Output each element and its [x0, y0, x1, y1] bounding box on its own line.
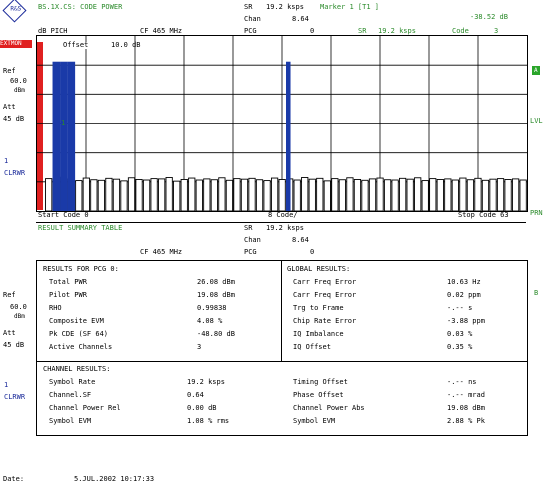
pcg-row-label: Total PWR	[49, 278, 87, 286]
active-channel-bar	[60, 62, 68, 211]
att-value: 45 dB	[3, 115, 25, 123]
lvl-indicator: LVL	[530, 117, 543, 125]
code-noise-bar	[211, 180, 217, 211]
global-row-label: IQ Offset	[293, 343, 331, 351]
pcg-row-value: 0.99838	[197, 304, 227, 312]
channel-right-row-value: -.-- mrad	[447, 391, 485, 399]
channel-left-row-label: Channel Power Rel	[49, 404, 121, 412]
active-channel-bar	[68, 62, 76, 211]
code-noise-bar	[347, 178, 353, 211]
code-per-div-label: 8 Code/	[268, 211, 298, 219]
code-noise-bar	[452, 180, 458, 211]
code-noise-bar	[226, 180, 232, 211]
global-row-value: -3.88 ppm	[447, 317, 485, 325]
code-noise-bar	[271, 178, 277, 211]
active-channel-bar	[286, 62, 291, 211]
channel-right-row-value: 19.08 dBm	[447, 404, 485, 412]
pcg-row-label: Pilot PWR	[49, 291, 87, 299]
code-noise-bar	[113, 179, 119, 211]
code-noise-bar	[430, 179, 436, 211]
code-noise-bar	[249, 178, 255, 211]
channel-right-row-label: Timing Offset	[293, 378, 348, 386]
code-noise-bar	[302, 177, 308, 211]
global-row-value: 10.63 Hz	[447, 278, 481, 286]
code-noise-bar	[189, 178, 195, 211]
pcg-row-value: 26.08 dBm	[197, 278, 235, 286]
summary-cf: CF 465 MHz	[140, 248, 183, 256]
channel-left-row-value: 0.00 dB	[187, 404, 217, 412]
code-noise-bar	[76, 181, 82, 211]
trace2-mode: CLRWR	[4, 393, 26, 401]
trace2-number: 1	[4, 381, 9, 389]
start-code-label: Start Code 0	[38, 211, 89, 219]
date-value: 5.JUL.2002 10:17:33	[74, 475, 155, 483]
pcg-row-label: Active Channels	[49, 343, 113, 351]
code-power-plot	[36, 35, 528, 212]
stop-code-label: Stop Code 63	[458, 211, 509, 219]
pcg-row-label: Composite EVM	[49, 317, 104, 325]
code-noise-bar	[128, 178, 134, 211]
code-noise-bar	[83, 178, 89, 211]
code-noise-bar	[204, 179, 210, 211]
code-noise-bar	[234, 179, 240, 211]
summary-chan-label: Chan	[244, 236, 261, 244]
channel-left-row-label: Channel.SF	[49, 391, 92, 399]
ref2-value: 60.0	[10, 303, 27, 311]
channel-left-row-value: 1.08 % rms	[187, 417, 230, 425]
ref-value: 60.0	[10, 77, 27, 85]
code-noise-bar	[151, 179, 157, 211]
code-noise-bar	[460, 178, 466, 211]
code-noise-bar	[256, 180, 262, 211]
ext-indicator: EXTMON	[0, 40, 32, 48]
code-noise-bar	[415, 178, 421, 211]
code-noise-bar	[354, 179, 360, 211]
code-label: Code	[452, 27, 469, 35]
global-row-label: IQ Imbalance	[293, 330, 344, 338]
trace-mode: CLRWR	[4, 169, 26, 177]
chan-value: 8.64	[292, 15, 309, 23]
channel-left-row-value: 0.64	[187, 391, 204, 399]
channel-right-row-label: Phase Offset	[293, 391, 344, 399]
ref2-label: Ref	[3, 291, 16, 299]
divider-line	[36, 222, 526, 223]
code-noise-bar	[181, 179, 187, 211]
code-noise-bar	[309, 179, 315, 211]
summary-pcg-value: 0	[310, 248, 315, 256]
center-frequency: CF 465 MHz	[140, 27, 183, 35]
code-noise-bar	[490, 179, 496, 211]
att-label: Att	[3, 103, 16, 111]
code-noise-bar	[98, 180, 104, 211]
pcg-label: PCG	[244, 27, 257, 35]
pcg-row-label: RHO	[49, 304, 62, 312]
trace-number: 1	[4, 157, 9, 165]
global-row-value: 0.35 %	[447, 343, 473, 351]
pcg-row-value: 4.08 %	[197, 317, 223, 325]
code-noise-bar	[317, 178, 323, 211]
measurement-title: BS.1X.CS: CODE POWER	[38, 3, 123, 11]
code-power-chart	[37, 36, 527, 211]
pcg-results-title: RESULTS FOR PCG 0:	[43, 265, 119, 273]
pcg-row-label: Pk CDE (SF 64)	[49, 330, 109, 338]
trace-a-button[interactable]: A	[534, 67, 538, 74]
code-noise-bar	[91, 180, 97, 211]
code-noise-bar	[377, 178, 383, 211]
summary-sr-value: 19.2 ksps	[266, 224, 304, 232]
unit-label: dB PICH	[38, 27, 68, 35]
code-noise-bar	[136, 179, 142, 211]
code-noise-bar	[324, 181, 330, 211]
global-row-label: Carr Freq Error	[293, 278, 357, 286]
code-noise-bar	[437, 179, 443, 211]
date-label: Date:	[3, 475, 25, 483]
ref2-unit: dBm	[14, 313, 25, 320]
code-noise-bar	[422, 181, 428, 211]
channel-right-row-label: Channel Power Abs	[293, 404, 365, 412]
code-noise-bar	[407, 179, 413, 211]
global-row-label: Chip Rate Error	[293, 317, 357, 325]
code-noise-bar	[241, 179, 247, 211]
results-column-divider	[281, 261, 282, 361]
global-row-label: Trg to Frame	[293, 304, 344, 312]
code-noise-bar	[158, 179, 164, 211]
marker-number: 1	[61, 119, 66, 127]
global-row-label: Carr Freq Error	[293, 291, 357, 299]
code-noise-bar	[121, 181, 127, 211]
code-noise-bar	[505, 179, 511, 211]
pcg-row-value: -48.80 dB	[197, 330, 235, 338]
trace-b-label: B	[534, 289, 539, 297]
code-noise-bar	[166, 177, 172, 211]
prn-indicator: PRN	[530, 209, 543, 217]
marker-value: -38.52 dB	[470, 13, 508, 21]
channel-left-row-label: Symbol EVM	[49, 417, 92, 425]
code-noise-bar	[475, 178, 481, 211]
code-noise-bar	[219, 178, 225, 211]
code-noise-bar	[294, 180, 300, 211]
channel-results-title: CHANNEL RESULTS:	[43, 365, 111, 373]
global-row-value: -.-- s	[447, 304, 473, 312]
results-row-divider	[37, 361, 527, 362]
pcg-value: 0	[310, 27, 315, 35]
code-noise-bar	[143, 180, 149, 211]
code-noise-bar	[264, 181, 270, 211]
offset-value: 10.0 dB	[111, 41, 141, 49]
code-value: 3	[494, 27, 499, 35]
sr-label: SR	[244, 3, 253, 11]
channel-right-row-label: Symbol EVM	[293, 417, 336, 425]
summary-chan-value: 8.64	[292, 236, 309, 244]
global-row-value: 0.03 %	[447, 330, 473, 338]
global-row-value: 0.02 ppm	[447, 291, 481, 299]
code-noise-bar	[174, 181, 180, 211]
pcg-row-value: 19.08 dBm	[197, 291, 235, 299]
code-noise-bar	[467, 180, 473, 211]
global-results-title: GLOBAL RESULTS:	[287, 265, 351, 273]
ref-unit: dBm	[14, 87, 25, 94]
code-noise-bar	[482, 180, 488, 211]
channel-left-row-value: 19.2 ksps	[187, 378, 225, 386]
channel-left-row-label: Symbol Rate	[49, 378, 96, 386]
att2-value: 45 dB	[3, 341, 25, 349]
sr-value: 19.2 ksps	[266, 3, 304, 11]
code-noise-bar	[46, 179, 52, 211]
summary-sr-label: SR	[244, 224, 253, 232]
code-noise-bar	[279, 179, 285, 211]
summary-title: RESULT SUMMARY TABLE	[38, 224, 123, 232]
code-noise-bar	[196, 180, 202, 211]
code-noise-bar	[339, 180, 345, 211]
results-table	[36, 260, 528, 436]
pcg-row-value: 3	[197, 343, 202, 351]
code-noise-bar	[332, 179, 338, 211]
active-channel-bar	[53, 62, 61, 211]
att2-label: Att	[3, 329, 16, 337]
sr2-label: SR	[358, 27, 367, 35]
chan-label: Chan	[244, 15, 261, 23]
code-noise-bar	[445, 179, 451, 211]
code-noise-bar	[362, 180, 368, 211]
channel-right-row-value: 2.88 % Pk	[447, 417, 485, 425]
code-noise-bar	[392, 180, 398, 211]
code-noise-bar	[106, 178, 112, 211]
marker-label: Marker 1 [T1 ]	[320, 3, 380, 11]
sr2-value: 19.2 ksps	[378, 27, 416, 35]
code-noise-bar	[520, 180, 526, 211]
summary-pcg-label: PCG	[244, 248, 257, 256]
channel-right-row-value: -.-- ns	[447, 378, 477, 386]
code-noise-bar	[369, 179, 375, 211]
rs-logo: R&S	[2, 0, 26, 23]
code-noise-bar	[384, 180, 390, 211]
ref-label: Ref	[3, 67, 16, 75]
code-noise-bar	[399, 178, 405, 211]
code-noise-bar	[512, 179, 518, 211]
offset-label: Offset	[63, 41, 89, 49]
code-noise-bar	[497, 179, 503, 211]
